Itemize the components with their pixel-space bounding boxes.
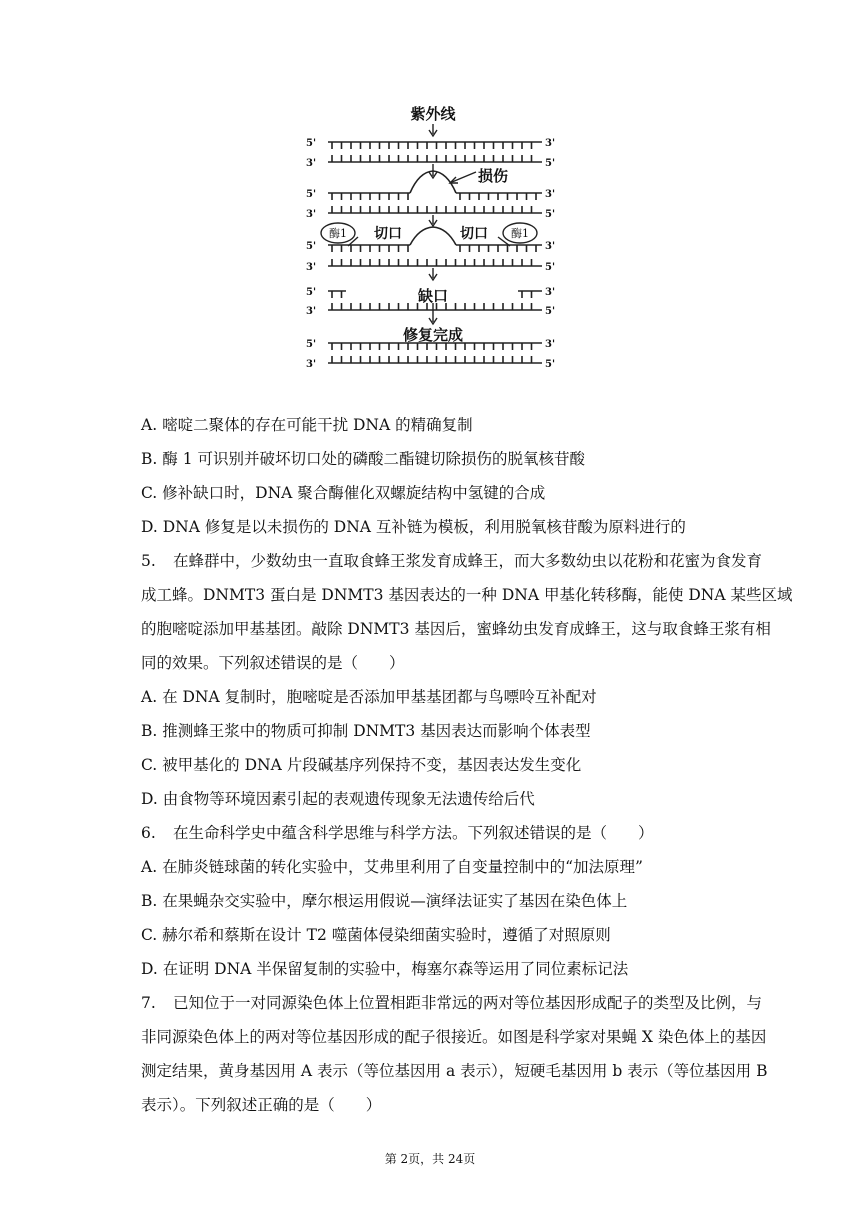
q5-stem-line-4: 同的效果。下列叙述错误的是（ ） (141, 654, 405, 672)
gap-label: 缺口 (417, 287, 449, 305)
stage3-top-right-end-label: 3' (545, 241, 556, 252)
q5-stem-line-1: 5. 在蜂群中，少数幼虫一直取食蜂王浆发育成蜂王，而大多数幼虫以花粉和花蜜为食发育 (141, 552, 763, 570)
stage4-top-ticks-1 (522, 291, 532, 298)
cut-label-left: 切口 (374, 226, 402, 242)
q4-option-c: C. 修补缺口时，DNA 聚合酶催化双螺旋结构中氢键的合成 (141, 484, 546, 502)
stage5-top-ticks-0 (332, 343, 532, 350)
stage2-bottom-right-end-label: 5' (545, 209, 556, 220)
stage1-top-ticks-0 (332, 142, 532, 149)
uv-label: 紫外线 (410, 105, 456, 123)
enzyme-label-right: 酶1 (511, 227, 529, 240)
repair-done-label: 修复完成 (402, 326, 464, 344)
q5-option-d: D. 由食物等环境因素引起的表观遗传现象无法遗传给后代 (141, 790, 535, 808)
cut-label-right: 切口 (460, 226, 488, 242)
q4-option-a: A. 嘧啶二聚体的存在可能干扰 DNA 的精确复制 (141, 416, 473, 434)
stage1-bottom-left-end-label: 3' (306, 158, 317, 169)
stage3-top-ticks-0 (332, 245, 408, 252)
q6-option-c: C. 赫尔希和蔡斯在设计 T2 噬菌体侵染细菌实验时，遵循了对照原则 (141, 926, 611, 944)
q6-option-b: B. 在果蝇杂交实验中，摩尔根运用假说—演绎法证实了基因在染色体上 (141, 892, 628, 910)
stage3-bottom-left-end-label: 3' (306, 262, 317, 273)
stage3-top-ticks-1 (460, 245, 536, 252)
enzyme-label-left: 酶1 (329, 227, 347, 240)
q7-stem-line-2: 非同源染色体上的两对等位基因形成的配子很接近。如图是科学家对果蝇 X 染色体上的基因 (141, 1028, 767, 1046)
dna-repair-diagram (298, 100, 568, 374)
stage3-bottom-ticks-0 (332, 259, 532, 266)
stage5-bottom-ticks-0 (332, 356, 532, 363)
q5-option-b: B. 推测蜂王浆中的物质可抑制 DNMT3 基因表达而影响个体表型 (141, 722, 591, 740)
q4-option-b: B. 酶 1 可识别并破坏切口处的磷酸二酯键切除损伤的脱氧核苷酸 (141, 450, 585, 468)
stage5-top-left-end-label: 5' (306, 339, 317, 350)
stage4-top-left-end-label: 5' (306, 287, 317, 298)
q6-option-d: D. 在证明 DNA 半保留复制的实验中，梅塞尔森等运用了同位素标记法 (141, 960, 629, 978)
q4-option-d: D. DNA 修复是以未损伤的 DNA 互补链为模板，利用脱氧核苷酸为原料进行的 (141, 518, 686, 536)
stage2-bottom-left-end-label: 3' (306, 209, 317, 220)
stage3-top-left-end-label: 5' (306, 241, 317, 252)
stage1-top-left-end-label: 5' (306, 138, 317, 149)
q6-stem: 6. 在生命科学史中蕴含科学思维与科学方法。下列叙述错误的是（ ） (141, 824, 654, 842)
stage1-bottom-right-end-label: 5' (545, 158, 556, 169)
stage2-bottom-ticks-0 (332, 206, 532, 213)
stage2-top-ticks-1 (460, 193, 536, 200)
q7-stem-line-1: 7. 已知位于一对同源染色体上位置相距非常远的两对等位基因形成配子的类型及比例，与 (141, 994, 763, 1012)
stage2-top-left-end-label: 5' (306, 189, 317, 200)
stage2-top-ticks-0 (332, 193, 408, 200)
q7-stem-line-3: 测定结果，黄身基因用 A 表示（等位基因用 a 表示），短硬毛基因用 b 表示（等位基因用 B (141, 1062, 768, 1080)
stage4-top-right-end-label: 3' (545, 287, 556, 298)
q5-option-a: A. 在 DNA 复制时，胞嘧啶是否添加甲基基团都与鸟嘌呤互补配对 (141, 688, 597, 706)
page-footer: 第 2页，共 24页 (384, 1152, 476, 1166)
stage3-top-damage-bump (410, 227, 456, 245)
stage4-bottom-right-end-label: 5' (545, 306, 556, 317)
stage5-bottom-right-end-label: 5' (545, 359, 556, 370)
stage4-top-ticks-0 (332, 291, 342, 298)
q6-option-a: A. 在肺炎链球菌的转化实验中，艾弗里利用了自变量控制中的“加法原理” (141, 858, 643, 876)
q5-option-c: C. 被甲基化的 DNA 片段碱基序列保持不变，基因表达发生变化 (141, 756, 582, 774)
q7-stem-line-4: 表示）。下列叙述正确的是（ ） (141, 1096, 382, 1114)
stage5-bottom-left-end-label: 3' (306, 359, 317, 370)
q5-stem-line-2: 成工蜂。DNMT3 蛋白是 DNMT3 基因表达的一种 DNA 甲基化转移酶，能使 DNA 某些区域 (141, 586, 793, 604)
stage1-top-right-end-label: 3' (545, 138, 556, 149)
damage-label: 损伤 (478, 167, 509, 185)
stage3-bottom-right-end-label: 5' (545, 262, 556, 273)
stage5-top-right-end-label: 3' (545, 339, 556, 350)
stage1-bottom-ticks-0 (332, 155, 532, 162)
stage4-bottom-left-end-label: 3' (306, 306, 317, 317)
q5-stem-line-3: 的胞嘧啶添加甲基基团。敲除 DNMT3 基因后，蜜蜂幼虫发育成蜂王，这与取食蜂王浆有相 (141, 620, 771, 638)
stage2-top-right-end-label: 3' (545, 189, 556, 200)
